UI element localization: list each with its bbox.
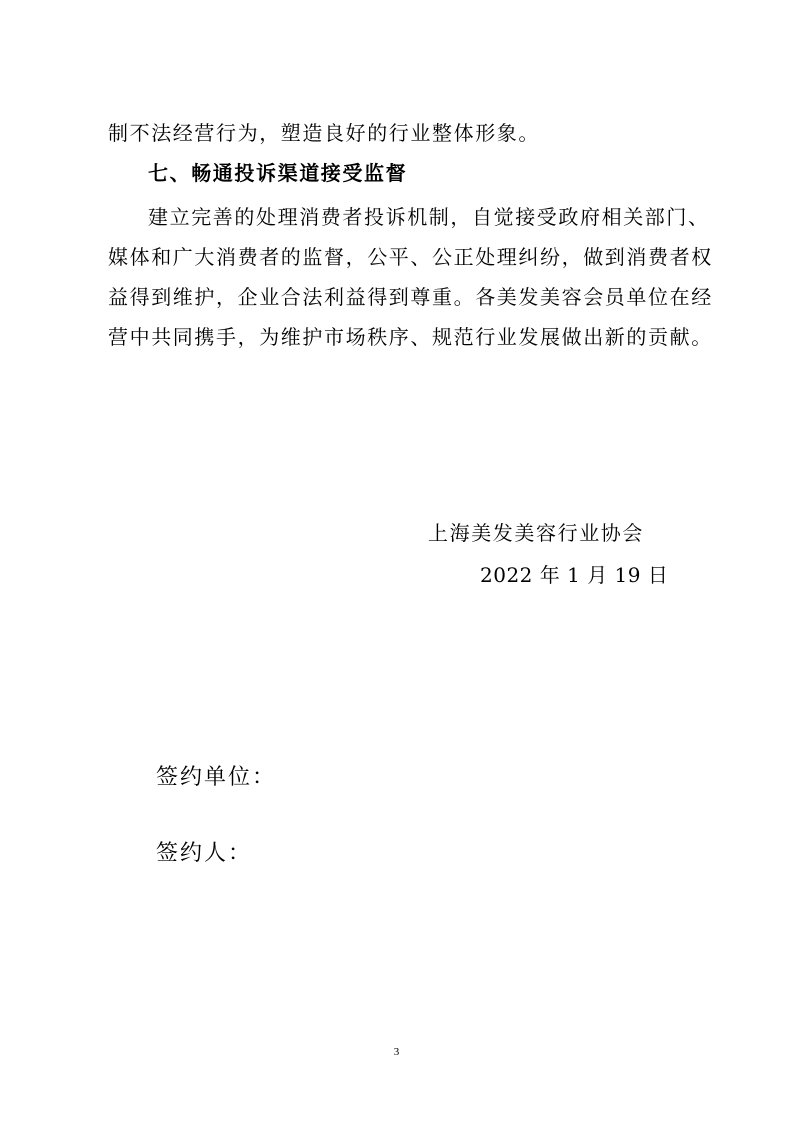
signatory-label: 签约人： [156, 841, 253, 866]
paragraph-line-4: 营中共同携手，为维护市场秩序、规范行业发展做出新的贡献。 [108, 325, 713, 349]
paragraph-line-3: 益得到维护，企业合法利益得到尊重。各美发美容会员单位在经 [108, 285, 713, 309]
issue-date: 2022 年 1 月 19 日 [480, 563, 669, 587]
signing-unit-label: 签约单位： [156, 765, 277, 790]
paragraph-line-1: 建立完善的处理消费者投诉机制，自觉接受政府相关部门、 [148, 205, 710, 229]
page-number: 3 [393, 1046, 400, 1058]
paragraph-tail-line: 制不法经营行为，塑造良好的行业整体形象。 [108, 121, 540, 145]
paragraph-line-2: 媒体和广大消费者的监督，公平、公正处理纠纷，做到消费者权 [108, 245, 713, 269]
issuer-name: 上海美发美容行业协会 [428, 521, 644, 545]
section-heading: 七、畅通投诉渠道接受监督 [148, 161, 408, 185]
